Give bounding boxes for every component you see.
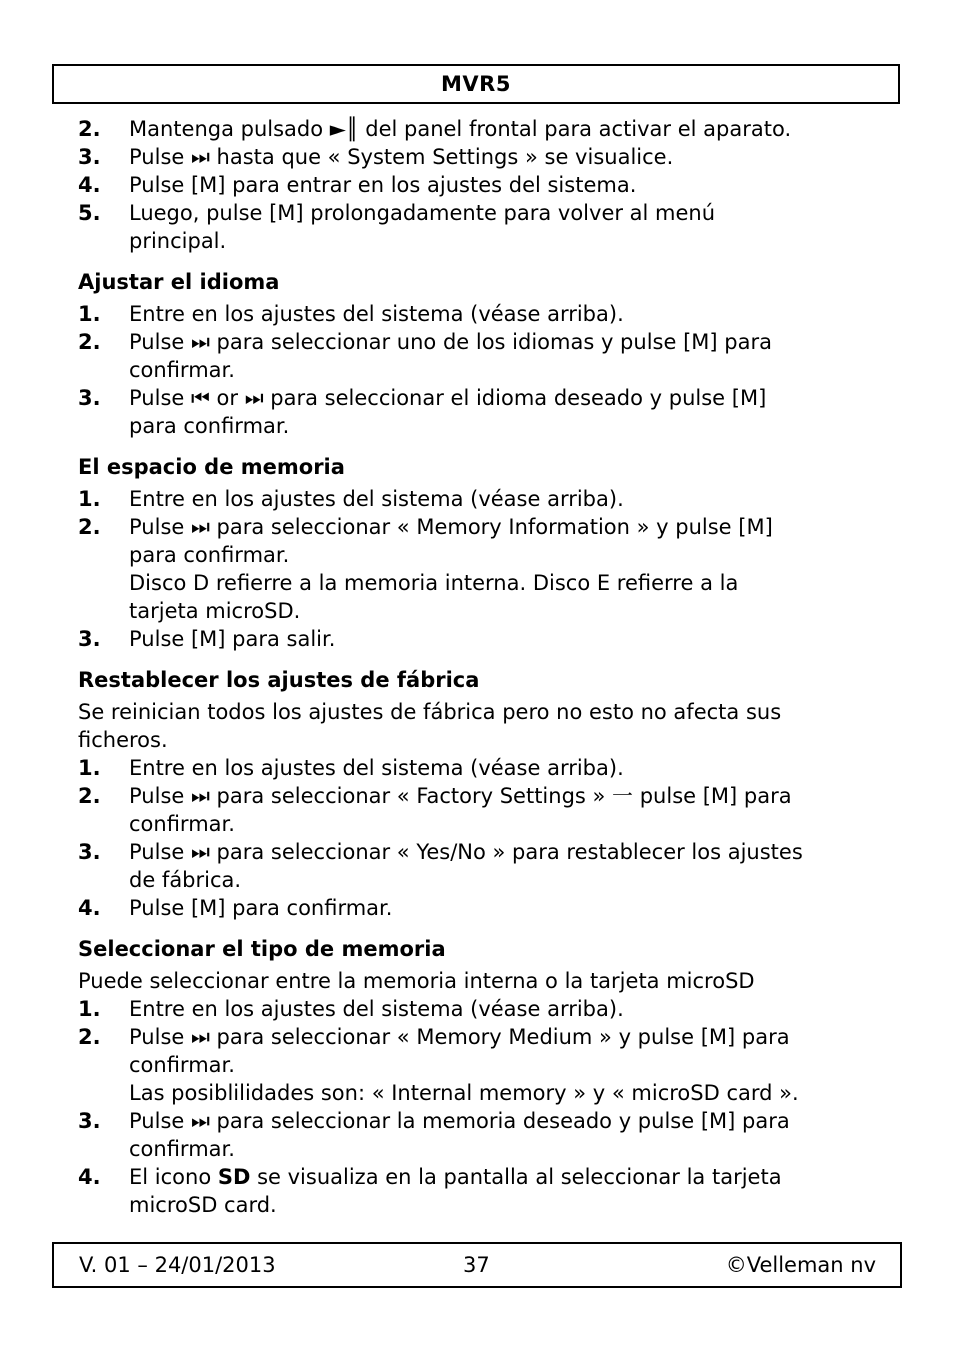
- step-text-continued: principal.: [129, 229, 227, 253]
- section-intro: Se reinician todos los ajustes de fábrica pero no esto no afecta sus: [78, 700, 782, 724]
- section-espacio-memoria: [78, 453, 878, 653]
- step-number: 1.: [78, 756, 101, 780]
- section-heading: Seleccionar el tipo de memoria: [78, 937, 446, 961]
- step-text-continued: microSD card.: [129, 1193, 277, 1217]
- list-item: [78, 115, 878, 143]
- section-heading: Ajustar el idioma: [78, 270, 280, 294]
- step-text: Pulse ⏮ or ⏭ para seleccionar el idioma deseado y pulse [M]: [129, 386, 767, 410]
- step-number: 2.: [78, 117, 101, 141]
- list-item: [78, 199, 878, 227]
- page-header: [52, 64, 900, 104]
- step-number: 2.: [78, 784, 101, 808]
- list-item: [78, 328, 878, 356]
- step-text-continued: confirmar.: [129, 1053, 235, 1077]
- step-text: Pulse [M] para salir.: [129, 627, 336, 651]
- step-number: 2.: [78, 330, 101, 354]
- list-item: [78, 300, 878, 328]
- step-number: 3.: [78, 1109, 101, 1133]
- version-date: V. 01 – 24/01/2013: [79, 1253, 276, 1277]
- page-footer: [52, 1242, 902, 1288]
- step-text: Pulse ⏭ para seleccionar « Yes/No » para restablecer los ajustes: [129, 840, 803, 864]
- document-title: MVR5: [441, 72, 511, 96]
- list-item: [78, 143, 878, 171]
- step-text: [129, 1163, 878, 1191]
- step-number: 2.: [78, 1025, 101, 1049]
- section-ajustar-idioma: [78, 268, 878, 440]
- step-text: Pulse ⏭ para seleccionar « Memory Information » y pulse [M]: [129, 515, 773, 539]
- step-text-continued: de fábrica.: [129, 868, 242, 892]
- step-text-continued: confirmar.: [129, 812, 235, 836]
- step-number: 4.: [78, 896, 101, 920]
- section-heading: Restablecer los ajustes de fábrica: [78, 668, 480, 692]
- step-number: 4.: [78, 173, 101, 197]
- list-item: [78, 625, 878, 653]
- section-restablecer-fabrica: [78, 666, 878, 922]
- step-number: 3.: [78, 145, 101, 169]
- step-text-continued: para confirmar.: [129, 414, 290, 438]
- list-item: [78, 782, 878, 810]
- step-note-continued: tarjeta microSD.: [129, 599, 301, 623]
- step-text: Mantenga pulsado ►║ del panel frontal para activar el aparato.: [129, 117, 792, 141]
- step-number: 1.: [78, 302, 101, 326]
- intro-steps: [78, 115, 878, 255]
- page-content: [78, 115, 878, 1219]
- section-intro: Puede seleccionar entre la memoria interna o la tarjeta microSD: [78, 969, 755, 993]
- sd-icon-label: SD: [217, 1165, 251, 1189]
- section-heading: El espacio de memoria: [78, 455, 345, 479]
- step-text: Pulse ⏭ para seleccionar « Factory Settings » 一 pulse [M] para: [129, 784, 792, 808]
- step-text-continued: confirmar.: [129, 1137, 235, 1161]
- list-item: [78, 1023, 878, 1051]
- step-number: 4.: [78, 1165, 101, 1189]
- step-number: 5.: [78, 201, 101, 225]
- step-text-after: se visualiza en la pantalla al seleccionar la tarjeta: [250, 1165, 782, 1189]
- step-number: 1.: [78, 487, 101, 511]
- step-text: Luego, pulse [M] prolongadamente para volver al menú: [129, 201, 716, 225]
- step-text: Pulse ⏭ hasta que « System Settings » se visualice.: [129, 145, 674, 169]
- step-text: Entre en los ajustes del sistema (véase arriba).: [129, 302, 624, 326]
- step-number: 2.: [78, 515, 101, 539]
- page-number: 37: [463, 1253, 490, 1277]
- step-number: 3.: [78, 386, 101, 410]
- step-text: Entre en los ajustes del sistema (véase arriba).: [129, 997, 624, 1021]
- list-item: [78, 384, 878, 412]
- step-text-continued: confirmar.: [129, 358, 235, 382]
- step-number: 3.: [78, 840, 101, 864]
- list-item: [78, 995, 878, 1023]
- step-text: Pulse ⏭ para seleccionar « Memory Medium » y pulse [M] para: [129, 1025, 790, 1049]
- copyright: ©Velleman nv: [725, 1253, 876, 1277]
- step-text-before: El icono: [129, 1165, 218, 1189]
- list-item: [78, 754, 878, 782]
- step-text: Pulse ⏭ para seleccionar la memoria deseado y pulse [M] para: [129, 1109, 790, 1133]
- list-item: [78, 838, 878, 866]
- list-item: [78, 1107, 878, 1135]
- list-item: [78, 1163, 878, 1191]
- step-note: Disco D refierre a la memoria interna. Disco E refierre a la: [129, 571, 739, 595]
- list-item: [78, 894, 878, 922]
- step-number: 3.: [78, 627, 101, 651]
- step-text: Entre en los ajustes del sistema (véase arriba).: [129, 487, 624, 511]
- section-intro-continued: ficheros.: [78, 728, 168, 752]
- step-text: Entre en los ajustes del sistema (véase arriba).: [129, 756, 624, 780]
- list-item: [78, 485, 878, 513]
- section-tipo-memoria: [78, 935, 878, 1219]
- step-note: Las posiblilidades son: « Internal memory » y « microSD card ».: [129, 1081, 799, 1105]
- list-item: [78, 171, 878, 199]
- step-text: Pulse ⏭ para seleccionar uno de los idiomas y pulse [M] para: [129, 330, 772, 354]
- step-text: Pulse [M] para entrar en los ajustes del sistema.: [129, 173, 637, 197]
- step-text-continued: para confirmar.: [129, 543, 290, 567]
- list-item: [78, 513, 878, 541]
- step-text: Pulse [M] para confirmar.: [129, 896, 393, 920]
- step-number: 1.: [78, 997, 101, 1021]
